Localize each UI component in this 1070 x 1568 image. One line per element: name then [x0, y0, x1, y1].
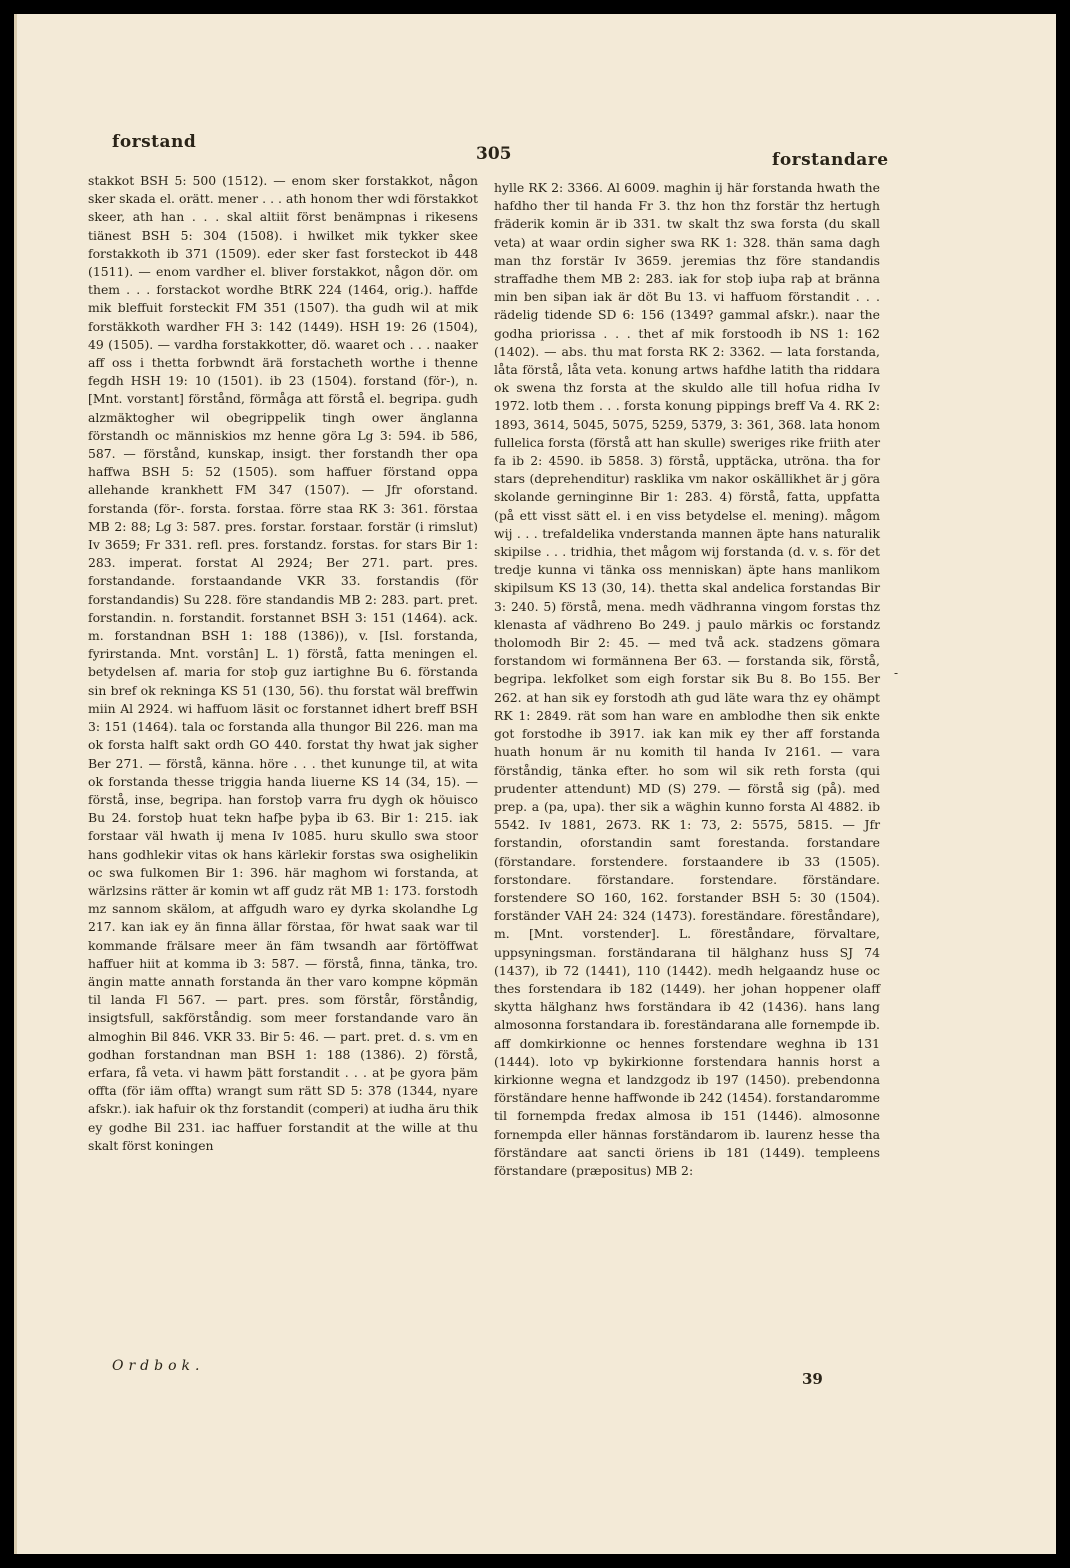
- right-column-text: hylle RK 2: 3366. Al 6009. maghin ij här forstanda hwath the hafdho ther til handa Fr 3. thz hon thz forstär thz hertugh fräderik komin är ib 331. tw skalt thz swa forsta (du skall veta) at waar ordin sigher swa RK 1: 328. thän sama dagh man thz forstär Iv 3659. jeremias thz före standandis straffadhe them MB 2: 283. iak for stoþ iuþa raþ at bränna min ben siþan iak är döt Bu 13. vi haffuom förstandit . . . rädelig tidende SD 6: 156 (1349? gammal afskr.). naar the godha priorissa . . . thet af mik forstoodh ib NS 1: 162 (1402). — abs. thu mat forsta RK 2: 3362. — lata forstanda, låta förstå, låta veta. konung artws hafdhe latith tha riddara ok swena thz forsta at the skuldo alle till hofua ridha Iv 1972. lotb them . . . forsta konung pippings breff Va 4. RK 2: 1893, 3614, 5045, 5075, 5259, 5379, 3: 361, 368. lata honom fullelica forsta (förstå att han skulle) sweriges rike friith ater fa ib 2: 4590. ib 5858. 3) förstå, upptäcka, utröna. tha for stars (deprehenditur) rasklika vm nakor oskällikhet är j göra skolande gerninginne Bir 1: 283. 4) förstå, fatta, uppfatta (på ett visst sätt el. i en viss betydelse el. mening). mågom wij . . . trefaldelika vnderstanda mannen äpte hans naturalik skipilse . . . tridhia, thet mågom wij forstanda (d. v. s. för det tredje kunna vi tänka oss menniskan) äpte hans manlikom skipilsum KS 13 (30, 14). thetta skal andelica forstandas Bir 3: 240. 5) förstå, mena. medh vädhranna vingom forstas thz klenasta af vädhreno Bo 249. j paulo märkis oc forstandz tholomodh Bir 2: 45. — med två ack. stadzens gömara forstandom wi formännena Ber 63. — forstanda sik, förstå, begripa. lekfolket som eigh forstar sik Bu 8. Bo 155. Ber 262. at han sik ey forstodh ath gud läte wara thz ey ohämpt RK 1: 2849. rät som han ware en amblodhe then sik enkte got forstodhe ib 3917. iak kan mik ey ther aff forstanda huath honum är nu komith til handa Iv 2161. — vara förståndig, tänka efter. ho som wil sik reth forsta (qui prudenter attendunt) MD (S) 279. — förstå sig (på). med prep. a (pa, upa). ther sik a wäghin kunno forsta Al 4882. ib 5542. Iv 1881, 2673. RK 1: 73, 2: 5575, 5815. — Jfr forstandin, oforstandin samt forestanda. forstandare (förstandare. forstendere. forstaandere ib 33 (1505). forstondare. förstandare. forstendare. förständare. forstendere SO 160, 162. forstander BSH 5: 30 (1504). forständer VAH 24: 324 (1473). foreständare. föreståndare), m. [Mnt. vorstender]. L. föreståndare, förvaltare, uppsyningsman. forständarana til hälghanz huss SJ 74 (1437), ib 72 (1441), 110 (1442). medh helgaandz huse oc thes forstendara ib 182 (1449). her johan hoppener olaff skytta hälghanz hws forständara ib 42 (1436). hans lang almosonna forstandara ib. foreständarana alle fornempde ib. aff domkirkionne oc hennes forstendare weghna ib 131 (1444). loto vp bykirkionne forstendara hannis horst a kirkionne wegna et landzgodz ib 197 (1450). prebendonna förständare henne haffwonde ib 242 (1454). forstandaromme til fornempda fredax almosa ib 151 (1446). almosonne fornempda eller hännas forständarom ib. laurenz hesse tha förständare aat sancti öriens ib 181 (1449). templeens förstandare (præpositus) MB 2:: [494, 180, 880, 1178]
- right-column: [494, 179, 880, 1180]
- sheet-number: 39: [802, 1370, 823, 1388]
- running-head-right: forstandare: [772, 150, 889, 170]
- margin-dash: -: [894, 666, 899, 680]
- dictionary-page: [14, 14, 1056, 1554]
- printer-signature: Ordbok.: [112, 1358, 205, 1374]
- left-column: [88, 172, 478, 1155]
- running-head-left: forstand: [112, 132, 197, 152]
- page-number: 305: [476, 144, 512, 164]
- page-edge: [14, 14, 17, 1554]
- left-column-text: stakkot BSH 5: 500 (1512). — enom sker forstakkot, någon sker skada el. orätt. mener . . . ath honom ther wdi förstakkot skeer, ath han . . . skal altiit först benämpnas i rikesens tiänest BSH 5: 304 (1508). i hwilket mik tykker skee forstakkoth ib 371 (1509). eder sker fast forsteckot ib 448 (1511). — enom vardher el. bliver forstakkot, någon dör. om them . . . forstackot wordhe BtRK 224 (1464, orig.). haffde mik bleffuit forsteckit FM 351 (1507). tha gudh wil at mik forstäkkoth wardher FH 3: 142 (1449). HSH 19: 26 (1504), 49 (1505). — vardha forstakkotter, dö. waaret och . . . naaker aff oss i thetta forbwndt ärä forstacheth worthe i thenne fegdh HSH 19: 10 (1501). ib 23 (1504). forstand (för-), n. [Mnt. vorstant] förstånd, förmåga att förstå el. begripa. gudh alzmäktogher wil obegrippelik tingh ower änglanna förstandh oc människios mz henne göra Lg 3: 594. ib 586, 587. — förstånd, kunskap, insigt. ther forstandh ther opa haffwa BSH 5: 52 (1505). som haffuer förstand oppa allehande krankhett FM 347 (1507). — Jfr oforstand. forstanda (för-. forsta. forstaa. förre staa RK 3: 361. förstaa MB 2: 88; Lg 3: 587. pres. forstar. forstaar. forstär (i rimslut) Iv 3659; Fr 331. refl. pres. forstandz. forstas. for stars Bir 1: 283. imperat. forstat Al 2924; Ber 271. part. pres. forstandande. forstaandande VKR 33. forstandis (för forstandandis) Su 228. före standandis MB 2: 283. part. pret. forstandin. n. forstandit. forstannet BSH 3: 151 (1464). ack. m. forstandnan BSH 1: 188 (1386)), v. [Isl. forstanda, fyrirstanda. Mnt. vorstân] L. 1) förstå, fatta meningen el. betydelsen af. maria for stoþ guz iartighne Bu 6. förstanda sin bref ok rekninga KS 51 (130, 56). thu forstat wäl breffwin miin Al 2924. wi haffuom läsit oc forstannet idhert breff BSH 3: 151 (1464). tala oc forstanda alla thungor Bil 226. man ma ok forsta halft sakt ordh GO 440. forstat thy hwat jak sigher Ber 271. — förstå, känna. höre . . . thet kununge til, at wita ok forstanda thesse triggia handa liuerne KS 14 (34, 15). — förstå, inse, begripa. han forstoþ varra fru dygh ok höuisco Bu 24. forstoþ huat tekn hafþe þyþa ib 63. Bir 1: 215. iak forstaar väl hwath ij mena Iv 1085. huru skullo swa stoor hans godhlekir vitas ok hans kärlekir forstas swa osighelikin oc swa fulkomen Bir 1: 396. här maghom wi forstanda, at wärlzsins rätter är komin wt aff gudz rät MB 1: 173. forstodh mz sannom skälom, at affgudh waro ey dyrka skolandhe Lg 217. kan iak ey än finna ällar förstaa, för hwat saak war til kommande frälsare meer än fäm twsandh aar förtöffwat haffuer hiit at komma ib 3: 587. — förstå, finna, tänka, tro. ängin matte annath forstanda än ther varo kompne köpmän til landa Fl 567. — part. pres. som förstår, förståndig, insigtsfull, sakförståndig. som meer forstandande varo än almoghin Bil 846. VKR 33. Bir 5: 46. — part. pret. d. s. vm en godhan forstandnan man BSH 1: 188 (1386). 2) förstå, erfara, få veta. vi hawm þätt forstandit . . . at þe gyora þäm offta (för iäm offta) wrangt sum rätt SD 5: 378 (1344, nyare afskr.). iak hafuir ok thz forstandit (comperi) at iudha äru thik ey godhe Bil 231. iac haffuer forstandit at the wille at thu skalt först koningen: [88, 173, 478, 1153]
